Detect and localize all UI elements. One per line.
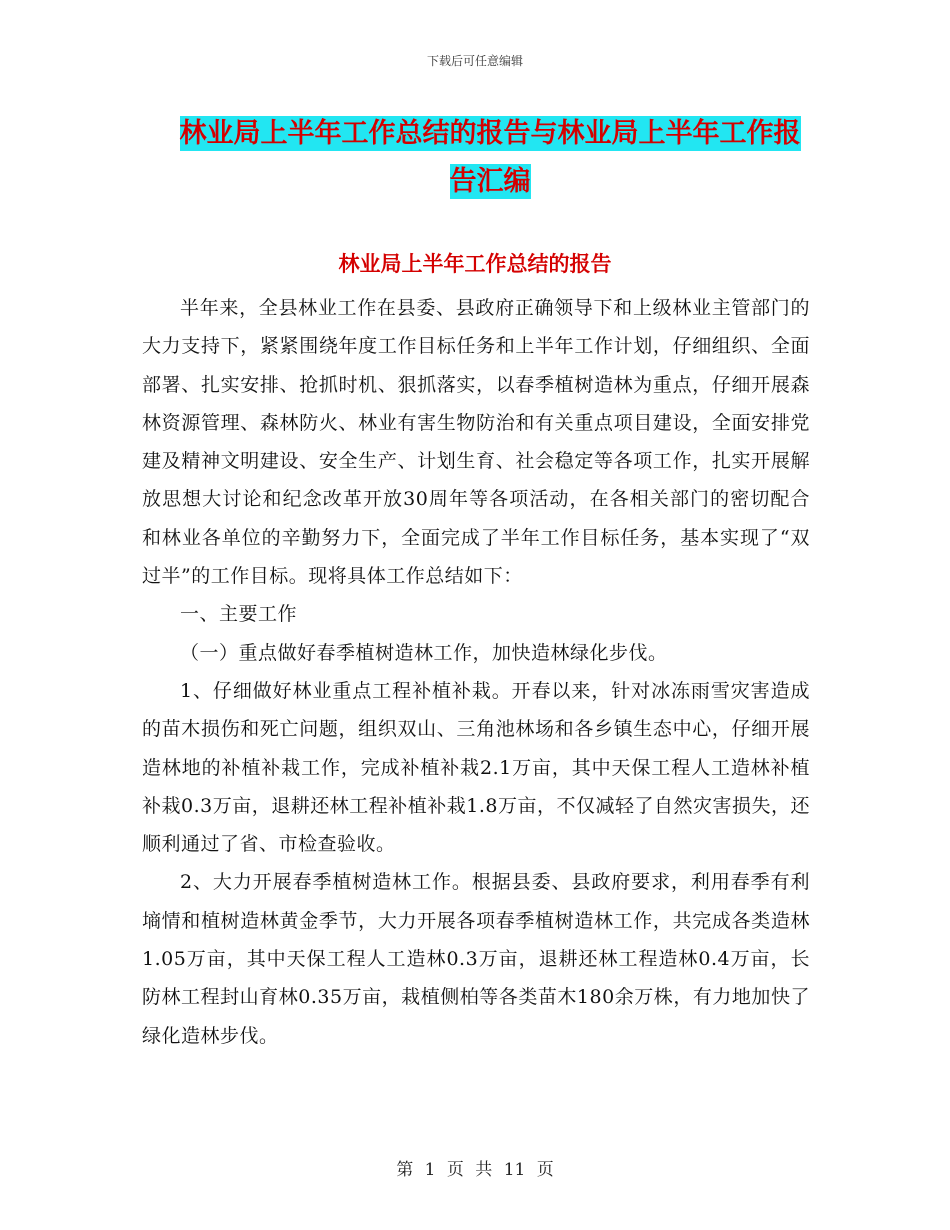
document-title <box>140 110 840 206</box>
header-note: 下载后可任意编辑 <box>426 54 523 68</box>
paragraph-intro: 半年来，全县林业工作在县委、县政府正确领导下和上级林业主管部门的大力支持下，紧紧围绕年度工作目标任务和上半年工作计划，仔细组织、全面部署、扎实安排、抢抓时机、狠抓落实，以春季植树造林为重点，仔细开展森林资源管理、森林防火、林业有害生物防治和有关重点项目建设，全面安排党建及精神文明建设、安全生产、计划生育、社会稳定等各项工作，扎实开展解放思想大讨论和纪念改革开放30周年等各项活动，在各相关部门的密切配合和林业各单位的辛勤努力下，全面完成了半年工作目标任务，基本实现了“双过半”的工作目标。现将具体工作总结如下： <box>142 297 810 588</box>
paragraph-replanting: 1、仔细做好林业重点工程补植补栽。开春以来，针对冰冻雨雪灾害造成的苗木损伤和死亡问题，组织双山、三角池林场和各乡镇生态中心，仔细开展造林地的补植补栽工作，完成补植补栽2.1万亩，其中天保工程人工造林补植补栽0.3万亩，退耕还林工程补植补栽1.8万亩，不仅减轻了自然灾害损失，还顺利通过了省、市检查验收。 <box>142 679 810 856</box>
title-line-2: 告汇编 <box>449 166 531 197</box>
paragraph-spring-afforestation: 2、大力开展春季植树造林工作。根据县委、县政府要求，利用春季有利墒情和植树造林黄金季节，大力开展各项春季植树造林工作，共完成各类造林1.05万亩，其中天保工程人工造林0.3万亩，退耕还林工程造林0.4万亩，长防林工程封山育林0.35万亩，栽植侧柏等各类苗木180余万株，有力地加快了绿化造林步伐。 <box>142 871 810 1047</box>
page-indicator: 第 1 页 共 11 页 <box>396 1160 554 1180</box>
heading-main-work: 一、主要工作 <box>180 603 298 626</box>
document-body <box>142 289 810 1055</box>
title-line-1: 林业局上半年工作总结的报告与林业局上半年工作报 <box>179 118 801 149</box>
section-title: 林业局上半年工作总结的报告 <box>338 252 612 276</box>
subheading-spring-planting: （一）重点做好春季植树造林工作，加快造林绿化步伐。 <box>180 641 668 664</box>
